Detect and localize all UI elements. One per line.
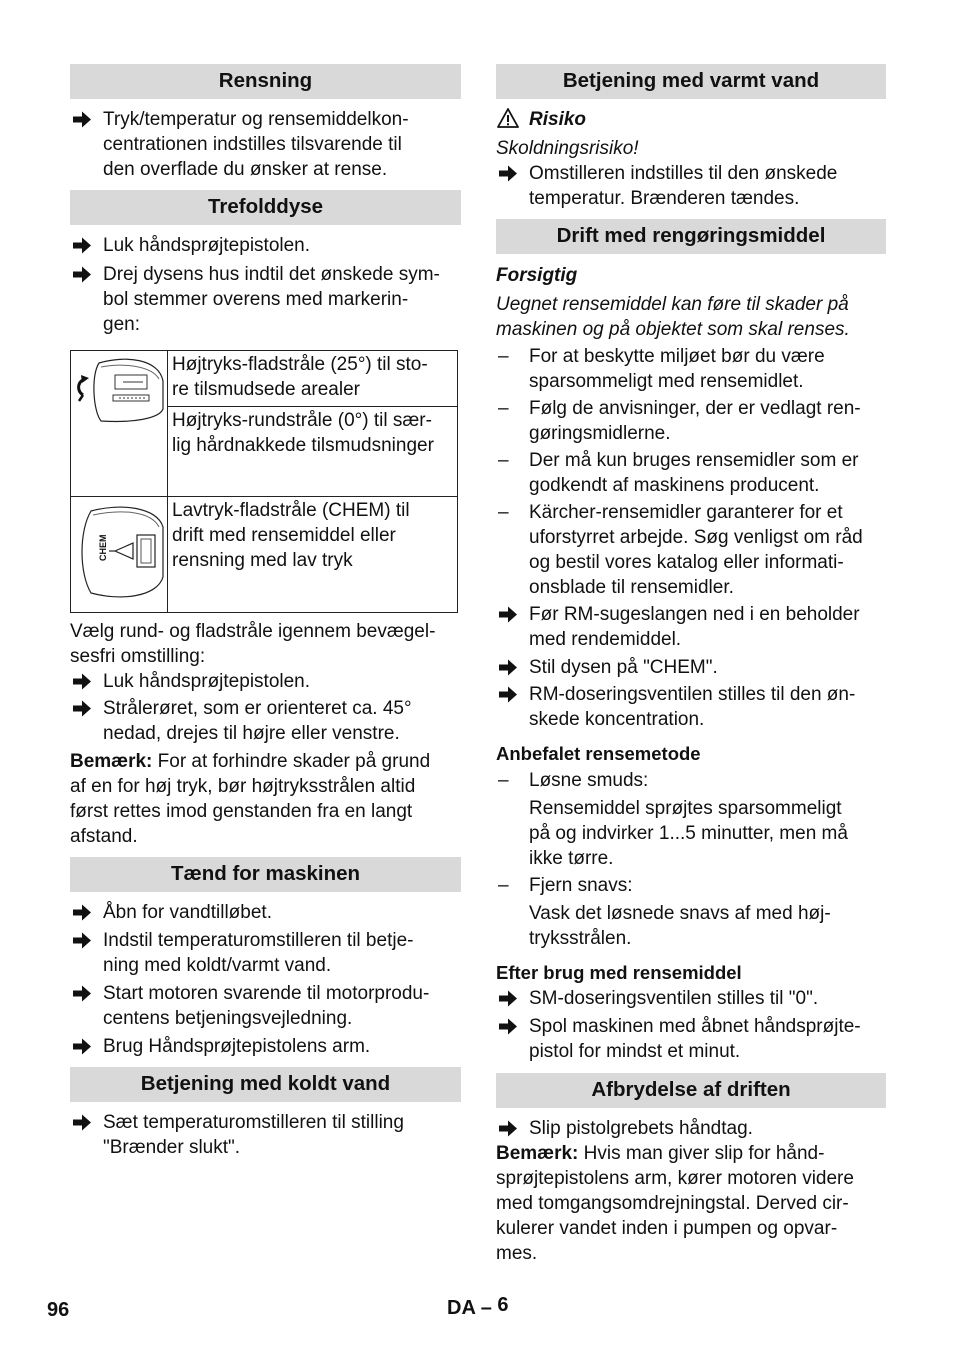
right-arrow-icon [497,986,519,1011]
right-arrow-icon [71,669,93,694]
section-heading-rensning: Rensning [70,64,461,99]
section-heading-koldt: Betjening med koldt vand [70,1067,461,1102]
caution-text: Uegnet rensemiddel kan føre til skader på maskinen og på objektet som skal renses. [496,294,850,340]
dash-item: – Følg de anvisninger, der er vedlagt ren- gøringsmidlerne. [498,398,861,444]
dash-item: – For at beskytte miljøet bør du være sparsommeligt med rensemidlet. [498,346,825,392]
risk-label-row [496,107,886,132]
subheading-efter: Efter brug med rensemiddel [496,962,742,983]
nozzle-image-chem [71,497,168,613]
risk-text: Skoldningsrisiko! [496,138,639,159]
note-label: Bemærk: [496,1143,579,1164]
right-arrow-icon [71,1034,93,1059]
list-item: Før RM-sugeslangen ned i en beholder med rendemiddel. [496,602,886,652]
risk-label: Risiko [529,109,587,130]
right-arrow-icon [497,161,519,186]
chem-label: CHEM [98,534,108,561]
left-column [70,64,461,1160]
indented-text: Vask det løsnede snavs af med høj- tryksstrålen. [529,903,831,949]
list-item: Drej dysens hus indtil det ønskede sym- bol stemmer overens med markerin- gen: [70,262,461,337]
paragraph: Vælg rund- og fladstråle igennem bevægel- sesfri omstilling: [70,621,436,667]
right-arrow-icon [497,1014,519,1039]
right-arrow-icon [71,1110,93,1135]
list-item: Tryk/temperatur og rensemiddelkon- centrationen indstilles tilsvarende til den overflade du ønsker at rense. [70,107,461,182]
nozzle-desc-high-round: Højtryks-rundstråle (0°) til sær- lig hårdnakkede tilsmudsninger [168,406,458,496]
right-arrow-icon [71,981,93,1006]
list-item: Strålerøret, som er orienteret ca. 45° nedad, drejes til højre eller venstre. [70,696,461,746]
list-item: RM-doseringsventilen stilles til den øn- skede koncentration. [496,682,886,732]
dash-bullet: – [498,398,509,419]
list-item: Luk håndsprøjtepistolen. [70,233,461,258]
nozzle-desc-high-flat: Højtryks-fladstråle (25°) til sto- re tilsmudsede arealer [168,351,458,407]
nozzle-chem-icon [71,497,167,605]
list-item: Slip pistolgrebets håndtag. [496,1116,886,1141]
subheading-anbefalet: Anbefalet rensemetode [496,743,701,764]
nozzle-image-high [71,351,168,497]
note-paragraph: Bemærk: For at forhindre skader på grund af en for høj tryk, bør højtryksstrålen altid først rettes imod genstanden fra en langt afstand. [70,751,431,847]
right-arrow-icon [497,655,519,680]
list-item: Brug Håndsprøjtepistolens arm. [70,1034,461,1059]
section-heading-trefolddyse: Trefolddyse [70,190,461,225]
section-heading-taend: Tænd for maskinen [70,857,461,892]
right-arrow-icon [497,682,519,707]
right-arrow-icon [71,900,93,925]
list-item: Omstilleren indstilles til den ønskede temperatur. Brænderen tændes. [496,161,886,211]
warning-triangle-icon [497,107,519,129]
right-arrow-icon [497,1116,519,1141]
dash-item: – Der må kun bruges rensemidler som er godkendt af maskinens producent. [498,450,859,496]
dash-bullet: – [498,770,509,791]
right-arrow-icon [71,107,93,132]
dash-bullet: – [498,450,509,471]
right-arrow-icon [71,696,93,721]
right-arrow-icon [497,602,519,627]
dash-item: – Kärcher-rensemidler garanterer for et uforstyrret arbejde. Søg venligst om råd og bestil vores katalog eller informati- onsblade til rensemidler. [498,502,863,598]
list-item: Indstil temperaturomstilleren til betje- ning med koldt/varmt vand. [70,928,461,978]
section-heading-varmt: Betjening med varmt vand [496,64,886,99]
nozzle-desc-low-chem: Lavtryk-fladstråle (CHEM) til drift med rensemiddel eller rensning med lav tryk [168,497,458,613]
dash-bullet: – [498,875,509,896]
list-item: Sæt temperaturomstilleren til stilling "Brænder slukt". [70,1110,461,1160]
right-arrow-icon [71,233,93,258]
list-item: SM-doseringsventilen stilles til "0". [496,986,886,1011]
nozzle-high-pressure-icon [71,351,167,489]
note-label: Bemærk: [70,751,153,772]
right-arrow-icon [71,928,93,953]
note-paragraph: Bemærk: Hvis man giver slip for hånd- sprøjtepistolens arm, kører motoren videre med tomgangsomdrejningstal. Derved cir- kulerer vandet inden i pumpen og opvar- mes. [496,1143,854,1264]
dash-bullet: – [498,346,509,367]
nozzle-table [70,350,458,613]
dash-item: – Fjern snavs: [498,875,633,896]
list-item: Luk håndsprøjtepistolen. [70,669,461,694]
list-item: Spol maskinen med åbnet håndsprøjte- pistol for mindst et minut. [496,1014,886,1064]
section-page-label: DA – 6 [447,1294,509,1319]
right-column [496,64,886,1266]
list-item: Stil dysen på "CHEM". [496,655,886,680]
indented-text: Rensemiddel sprøjtes sparsommeligt på og indvirker 1...5 minutter, men må ikke tørre. [529,798,848,869]
rotate-arrow-icon [79,375,89,401]
dash-bullet: – [498,502,509,523]
section-heading-afbrydelse: Afbrydelse af driften [496,1073,886,1108]
caution-label: Forsigtig [496,265,578,286]
page-number: 96 [47,1299,70,1321]
right-arrow-icon [71,262,93,287]
list-item: Start motoren svarende til motorprodu- centens betjeningsvejledning. [70,981,461,1031]
list-item: Åbn for vandtilløbet. [70,900,461,925]
dash-item: – Løsne smuds: [498,770,649,791]
section-heading-drift: Drift med rengøringsmiddel [496,219,886,254]
